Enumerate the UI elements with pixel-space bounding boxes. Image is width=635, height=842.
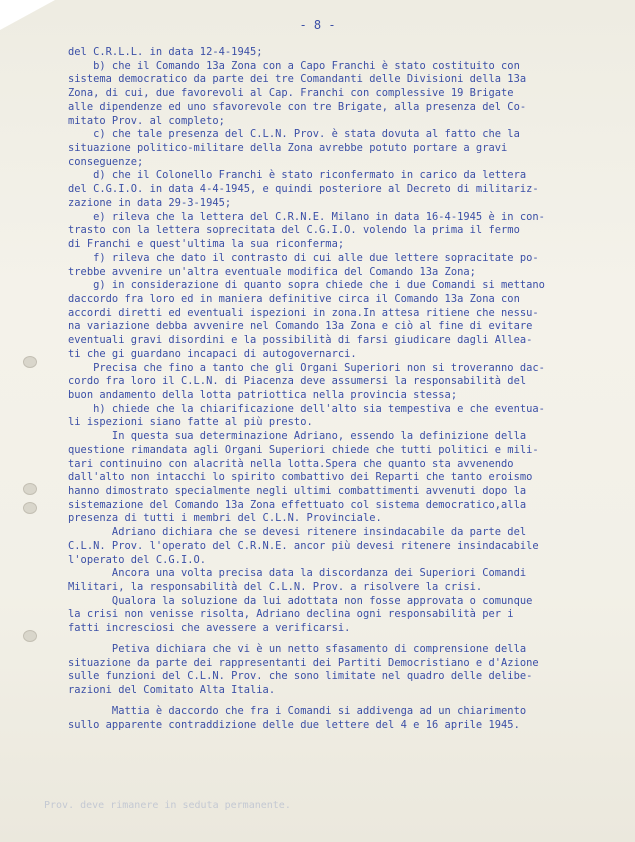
- text-line: In questa sua determinazione Adriano, essendo la definizione della: [68, 430, 527, 443]
- text-line: fatti incresciosi che avessere a verificarsi.: [68, 622, 351, 635]
- text-line: Precisa che fino a tanto che gli Organi Superiori non si troveranno dac-: [68, 361, 545, 374]
- text-line: daccordo fra loro ed in maniera definitive circa il Comando 13a Zona con: [68, 292, 520, 305]
- text-line: presenza di tutti i membri del C.L.N. Provinciale.: [68, 512, 382, 525]
- text-line: Mattia è daccordo che fra i Comandi si addivenga ad un chiarimento: [68, 704, 527, 717]
- text-line: situazione da parte dei rappresentanti dei Partiti Democristiano e d'Azione: [68, 656, 539, 669]
- text-line: conseguenze;: [68, 155, 144, 168]
- text-line: razioni del Comitato Alta Italia.: [68, 684, 276, 697]
- text-line: li ispezioni siano fatte al più presto.: [68, 416, 313, 429]
- text-line: del C.G.I.O. in data 4-4-1945, e quindi posteriore al Decreto di militariz-: [68, 183, 539, 196]
- binder-hole: [23, 630, 37, 642]
- paragraph-gap: [68, 698, 635, 705]
- text-line: Adriano dichiara che se devesi ritenere insindacabile da parte del: [68, 526, 527, 539]
- page-number: - 8 -: [299, 18, 336, 32]
- text-line: dall'alto non intacchi lo spirito combattivo dei Reparti che tanto eroismo: [68, 471, 533, 484]
- binder-hole: [23, 502, 37, 514]
- text-line: mitato Prov. al completo;: [68, 114, 225, 127]
- text-line: tari continuino con alacrità nella lotta.Spera che quanto sta avvenendo: [68, 457, 514, 470]
- binder-hole: [23, 356, 37, 368]
- text-line: del C.R.L.L. in data 12-4-1945;: [68, 46, 263, 58]
- text-line: eventuali gravi disordini e la possibilità di farsi giudicare dagli Allea-: [68, 334, 533, 347]
- typed-text-body: [68, 46, 635, 732]
- text-line: sullo apparente contraddizione delle due lettere del 4 e 16 aprile 1945.: [68, 718, 520, 731]
- text-line: hanno dimostrato specialmente negli ultimi combattimenti avvenuti dopo la: [68, 485, 527, 497]
- text-line: Petiva dichiara che vi è un netto sfasamento di comprensione della: [68, 642, 527, 655]
- text-line: ti che gi guardano incapaci di autogovernarci.: [68, 347, 357, 360]
- text-line: buon andamento della lotta patriottica nella provincia stessa;: [68, 388, 458, 401]
- text-line: e) rileva che la lettera del C.R.N.E. Milano in data 16-4-1945 è in con-: [68, 210, 545, 223]
- text-line: b) che il Comando 13a Zona con a Capo Franchi è stato costituito con: [68, 59, 520, 72]
- text-line: sistemazione del Comando 13a Zona effettuato col sistema democratico,alla: [68, 498, 527, 511]
- text-line: c) che tale presenza del C.L.N. Prov. è stata dovuta al fatto che la: [68, 128, 520, 141]
- text-line: f) rileva che dato il contrasto di cui alle due lettere sopracitate po-: [68, 251, 539, 264]
- text-line: sistema democratico da parte dei tre Comandanti delle Divisioni della 13a: [68, 73, 527, 86]
- text-line: trebbe avvenire un'altra eventuale modifica del Comando 13a Zona;: [68, 265, 476, 278]
- text-line: trasto con la lettera soprecitata del C.G.I.O. volendo la prima il fermo: [68, 224, 520, 237]
- binder-hole: [23, 483, 37, 495]
- text-line: l'operato del C.G.I.O.: [68, 553, 207, 566]
- text-line: na variazione debba avvenire nel Comando 13a Zona e ciò al fine di evitare: [68, 320, 533, 333]
- paragraph-gap: [68, 636, 635, 643]
- text-line: situazione politico-militare della Zona avrebbe potuto portare a gravi: [68, 142, 508, 155]
- text-line: Militari, la responsabilità del C.L.N. Prov. a risolvere la crisi.: [68, 581, 483, 594]
- text-line: Qualora la soluzione da lui adottata non fosse approvata o comunque: [68, 594, 533, 607]
- text-line: h) chiede che la chiarificazione dell'alto sia tempestiva e che eventua-: [68, 402, 545, 415]
- text-line: questione rimandata agli Organi Superiori chiede che tutti politici e mili-: [68, 443, 539, 456]
- text-line: C.L.N. Prov. l'operato del C.R.N.E. ancor più devesi ritenere insindacabile: [68, 539, 539, 552]
- text-line: d) che il Colonello Franchi è stato riconfermato in carico da lettera: [68, 169, 527, 182]
- bleed-through-text: Prov. deve rimanere in seduta permanente.: [44, 800, 291, 811]
- text-line: la crisi non venisse risolta, Adriano declina ogni responsabilità per i: [68, 608, 514, 621]
- text-line: g) in considerazione di quanto sopra chiede che i due Comandi si mettano: [68, 279, 545, 292]
- text-line: di Franchi e quest'ultima la sua riconferma;: [68, 238, 345, 251]
- text-line: sulle funzioni del C.L.N. Prov. che sono limitate nel quadro delle delibe-: [68, 670, 533, 683]
- text-line: Ancora una volta precisa data la discordanza dei Superiori Comandi: [68, 567, 527, 580]
- text-line: Zona, di cui, due favorevoli al Cap. Franchi con complessive 19 Brigate: [68, 87, 514, 100]
- text-line: cordo fra loro il C.L.N. di Piacenza deve assumersi la responsabilità del: [68, 375, 527, 388]
- text-line: alle dipendenze ed uno sfavorevole con tre Brigate, alla presenza del Co-: [68, 100, 527, 113]
- text-line: zazione in data 29-3-1945;: [68, 196, 232, 209]
- text-line: accordi diretti ed eventuali ispezioni in zona.In attesa ritiene che nessu-: [68, 306, 539, 319]
